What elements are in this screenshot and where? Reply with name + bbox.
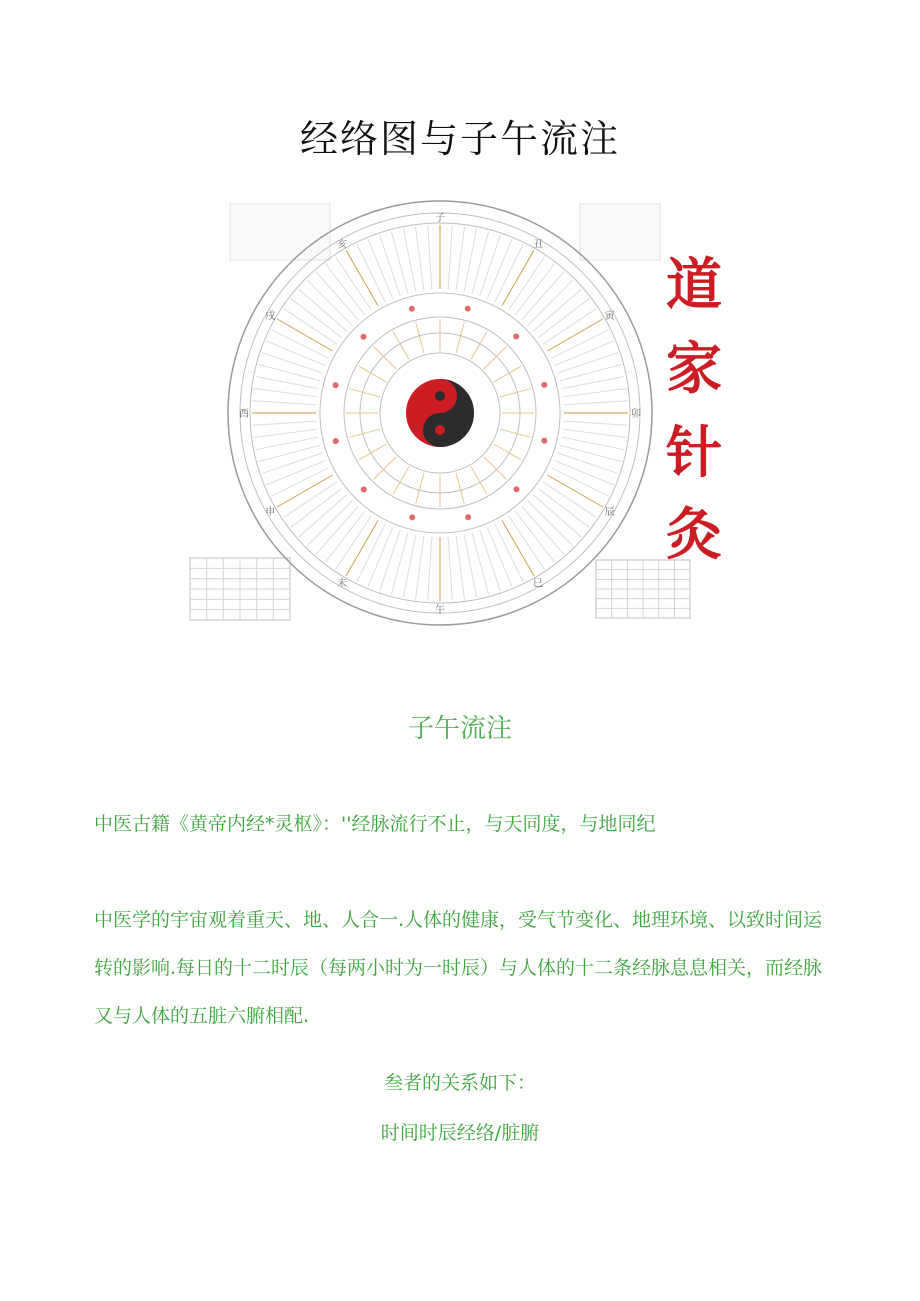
wheel-accent-dot <box>465 306 471 312</box>
wheel-accent-dot <box>541 438 547 444</box>
stamp-char: 家 <box>666 336 722 402</box>
wheel-accent-dot <box>513 333 519 339</box>
stamp-char: 灸 <box>666 502 722 568</box>
ring-mark: 亥 <box>337 239 347 251</box>
yin-yang-icon <box>406 379 474 447</box>
ring-mark: 寅 <box>604 311 615 322</box>
wheel-accent-dot <box>361 487 367 493</box>
wheel-accent-dot <box>333 438 339 444</box>
wheel-accent-dot <box>409 514 415 520</box>
ring-mark: 巳 <box>533 578 543 590</box>
page-title: 经络图与子午流注 <box>299 117 620 161</box>
stamp-char: 针 <box>666 420 722 486</box>
stamp-char: 道 <box>666 252 722 318</box>
ring-mark: 未 <box>337 578 347 590</box>
wheel-accent-dot <box>465 514 471 520</box>
ring-mark: 午 <box>435 605 445 616</box>
meridian-wheel-illustration <box>186 196 734 626</box>
body-paragraph: 中医学的宇宙观着重天、地、人合一.人体的健康，受气节变化、地理环境、以致时间运转的影响.每日的十二时辰（每两小时为一时辰）与人体的十二条经脉息息相关，而经脉又与人体的五脏六腑相配. <box>94 909 823 1027</box>
classic-quote: 中医古籍《黄帝内经*灵枢》：''经脉流行不止，与天同度，与地同纪 <box>94 813 656 835</box>
ring-mark: 戌 <box>265 311 276 322</box>
ring-mark: 丑 <box>533 239 543 251</box>
wheel-accent-dot <box>333 382 339 388</box>
wheel-accent-dot <box>541 382 547 388</box>
meridian-chart-figure <box>186 196 734 626</box>
ring-mark: 酉 <box>239 409 249 420</box>
relations-table-header: 时间时辰经络/脏腑 <box>380 1122 540 1144</box>
ring-mark: 辰 <box>604 507 615 518</box>
wheel-accent-dot <box>360 334 366 340</box>
section-heading: 子午流注 <box>407 714 512 744</box>
relations-intro: 叁者的关系如下： <box>383 1072 536 1094</box>
note-block-top-right <box>580 204 660 260</box>
wheel-accent-dot <box>514 486 520 492</box>
wheel-accent-dot <box>409 306 415 312</box>
ring-mark: 子 <box>435 213 445 224</box>
ring-mark: 申 <box>265 507 276 518</box>
note-block-top-left <box>230 204 330 260</box>
ring-mark: 卯 <box>631 409 641 420</box>
